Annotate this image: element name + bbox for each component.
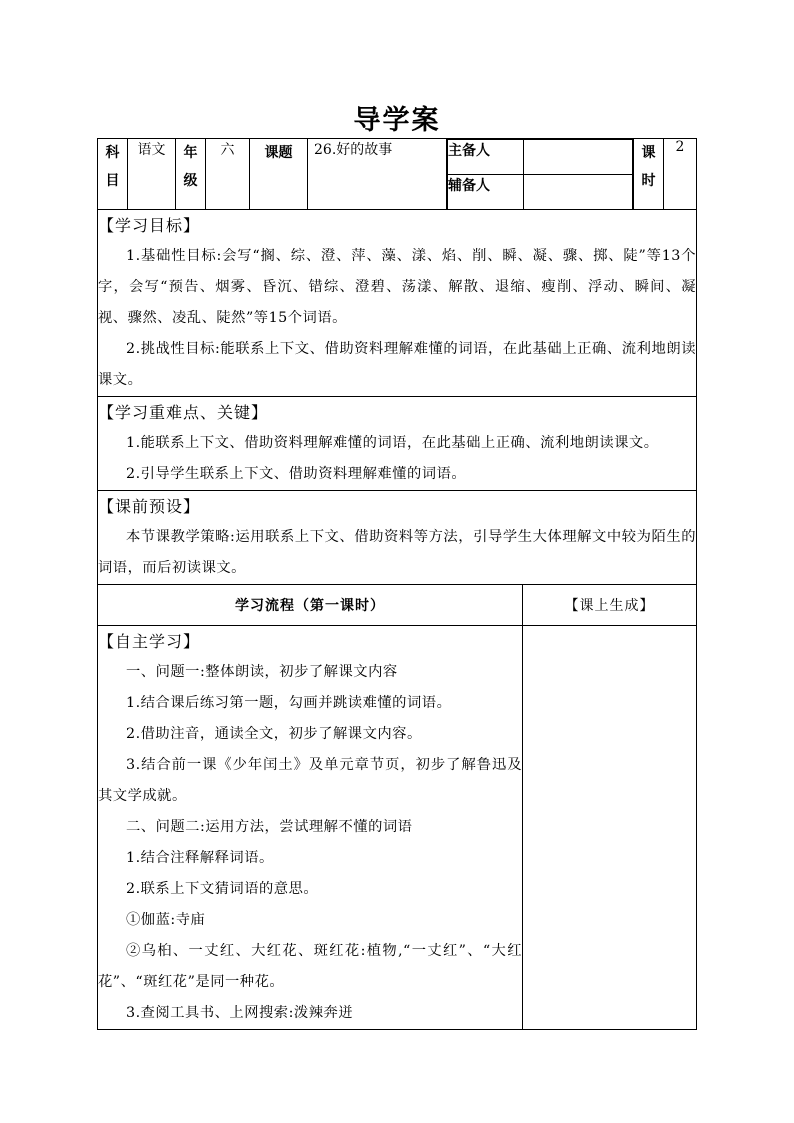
self-study-line-2: 1.结合课后练习第一题，勾画并跳读难懂的词语。 [126, 695, 452, 711]
preset-line-1: 本节课教学策略:运用联系上下文、借助资料等方法，引导学生大体理解文中较为陌生的词语，而后初读课文。 [98, 529, 696, 576]
preset-heading: 【课前预设】 [98, 497, 201, 516]
hours-value: 2 [664, 139, 697, 210]
self-study-line-6: 1.结合注释解释词语。 [126, 850, 274, 866]
topic-label: 课题 [250, 139, 308, 210]
self-study-line-3: 2.借助注音，通读全文，初步了解课文内容。 [126, 726, 422, 742]
assist-preparer-label: 辅备人 [448, 175, 524, 210]
self-study-line-10: 3.查阅工具书、上网搜索:泼辣奔迸 [126, 1005, 354, 1021]
preparer-cell [447, 139, 634, 210]
self-study-line-4: 3.结合前一课《少年闰土》及单元章节页，初步了解鲁迅及其文学成就。 [98, 757, 522, 804]
self-study-line-1: 一、问题一:整体朗读，初步了解课文内容 [126, 664, 398, 680]
keypoints-line-2: 2.引导学生联系上下文、借助资料理解难懂的词语。 [126, 466, 467, 482]
goals-line-2: 2.挑战性目标:能联系上下文、借助资料理解难懂的词语，在此基础上正确、流利地朗读课文。 [98, 341, 696, 388]
flow-title: 学习流程（第一课时） [98, 585, 523, 626]
topic-value: 26.好的故事 [308, 139, 447, 210]
self-study-line-7: 2.联系上下文猜词语的意思。 [126, 881, 319, 897]
self-study-line-8: ①伽蓝:寺庙 [126, 912, 206, 928]
in-class-title: 【课上生成】 [523, 585, 697, 626]
in-class-notes-area [523, 626, 697, 1030]
lesson-plan-table [97, 138, 697, 1030]
keypoints-section [98, 397, 697, 491]
self-study-heading: 【自主学习】 [98, 632, 201, 651]
self-study-section [98, 626, 523, 1030]
goals-section [98, 210, 697, 397]
grade-label: 年级 [176, 139, 206, 210]
main-preparer-label: 主备人 [448, 140, 524, 175]
self-study-line-9: ②乌桕、一丈红、大红花、斑红花:植物,“一丈红”、“大红花”、“斑红花”是同一种花。 [98, 943, 522, 990]
subject-value: 语文 [128, 139, 176, 210]
goals-line-1: 1.基础性目标:会写“搁、综、澄、萍、藻、漾、焰、削、瞬、凝、骤、掷、陡”等13个字，会写“预告、烟雾、昏沉、错综、澄碧、荡漾、解散、退缩、瘦削、浮动、瞬间、凝视、骤然、凌乱、陡然”等15个词语。 [98, 248, 696, 326]
assist-preparer-value [524, 175, 633, 210]
keypoints-heading: 【学习重难点、关键】 [98, 403, 269, 422]
keypoints-line-1: 1.能联系上下文、借助资料理解难懂的词语，在此基础上正确、流利地朗读课文。 [126, 435, 659, 451]
self-study-line-5: 二、问题二:运用方法，尝试理解不懂的词语 [126, 819, 413, 835]
preparer-table [447, 139, 633, 209]
goals-heading: 【学习目标】 [98, 216, 201, 235]
subject-label: 科目 [98, 139, 128, 210]
hours-label: 课时 [634, 139, 664, 210]
grade-value: 六 [206, 139, 250, 210]
main-preparer-value [524, 140, 633, 175]
document-title: 导学案 [353, 105, 441, 136]
preset-section [98, 491, 697, 585]
